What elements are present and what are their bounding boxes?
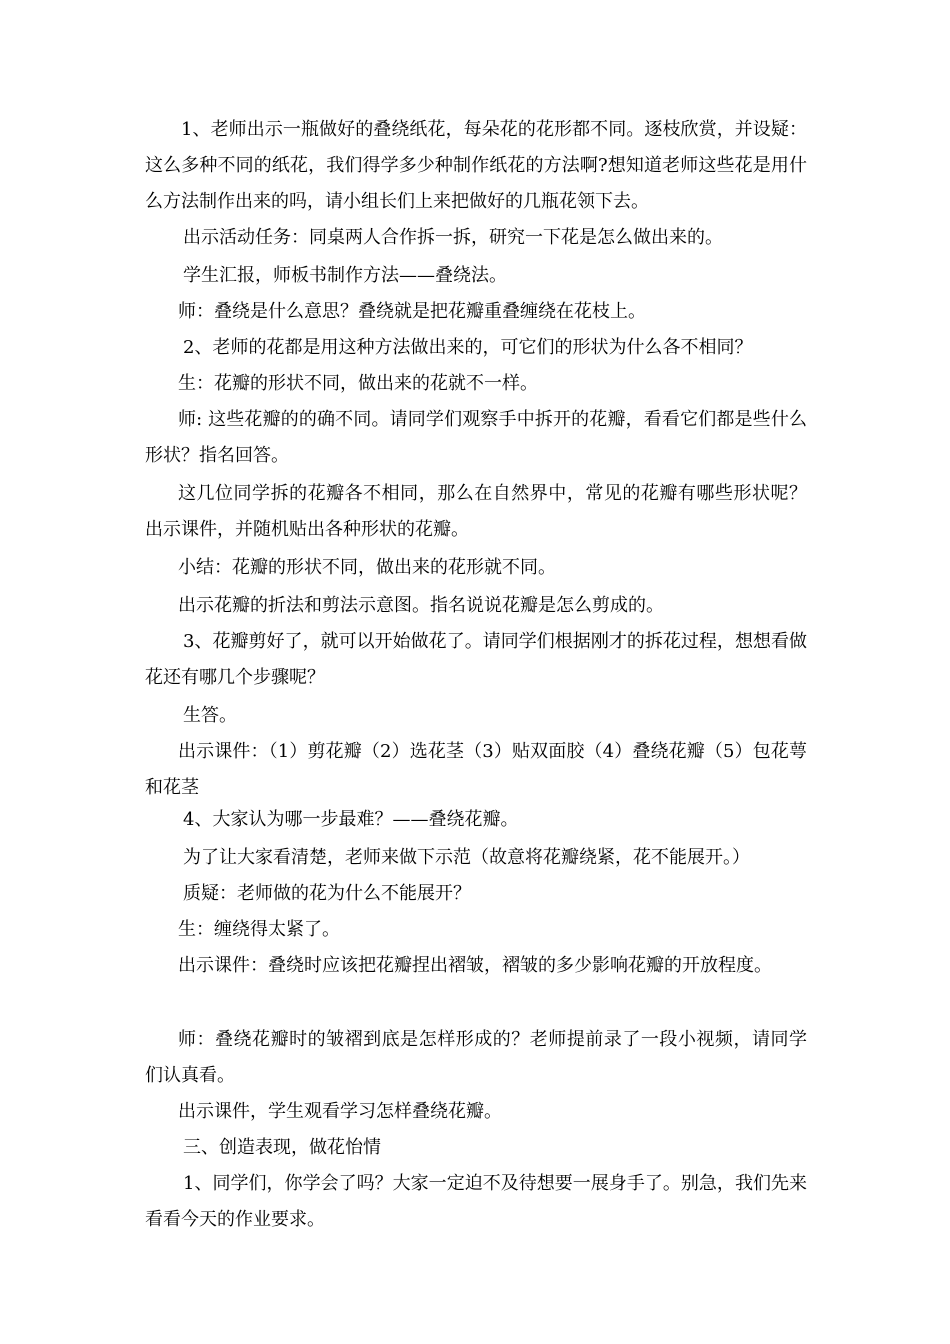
paragraph-4: 师：叠绕是什么意思？叠绕就是把花瓣重叠缠绕在花枝上。 [178,301,646,322]
paragraph-19: 师：叠绕花瓣时的皱褶到底是怎样形成的？老师提前录了一段小视频，请同学们认真看。 [145,1029,807,1086]
paragraph-2: 出示活动任务：同桌两人合作拆一拆，研究一下花是怎么做出来的。 [183,227,723,248]
paragraph-6: 生：花瓣的形状不同，做出来的花就不一样。 [178,373,538,394]
paragraph-9: 小结：花瓣的形状不同，做出来的花形就不同。 [178,557,556,578]
paragraph-10: 出示花瓣的折法和剪法示意图。指名说说花瓣是怎么剪成的。 [178,595,664,616]
paragraph-16: 质疑：老师做的花为什么不能展开？ [183,883,471,904]
paragraph-11: 3、花瓣剪好了，就可以开始做花了。请同学们根据刚才的拆花过程，想想看做花还有哪几个步骤呢？ [145,631,807,688]
paragraph-7: 师: 这些花瓣的的确不同。请同学们观察手中拆开的花瓣，看看它们都是些什么形状？指名回答。 [145,409,807,466]
paragraph-14: 4、大家认为哪一步最难？——叠绕花瓣。 [183,809,519,830]
paragraph-20: 出示课件，学生观看学习怎样叠绕花瓣。 [178,1101,502,1122]
paragraph-18: 出示课件：叠绕时应该把花瓣捏出褶皱，褶皱的多少影响花瓣的开放程度。 [178,955,772,976]
paragraph-5: 2、老师的花都是用这种方法做出来的，可它们的形状为什么各不相同？ [183,337,753,358]
section-heading: 三、创造表现，做花怡情 [183,1137,381,1158]
paragraph-8: 这几位同学拆的花瓣各不相同，那么在自然界中，常见的花瓣有哪些形状呢？出示课件，并随机贴出各种形状的花瓣。 [145,483,807,540]
paragraph-17: 生：缠绕得太紧了。 [178,919,340,940]
paragraph-13: 出示课件：（1）剪花瓣（2）选花茎（3）贴双面胶（4）叠绕花瓣（5）包花萼和花茎 [145,741,807,798]
paragraph-1: 1、老师出示一瓶做好的叠绕纸花，每朵花的花形都不同。逐枝欣赏，并设疑：这么多种不同的纸花，我们得学多少种制作纸花的方法啊?想知道老师这些花是用什么方法制作出来的吗，请小组长们上来把做好的几瓶花领下去。 [145,119,807,212]
paragraph-21: 1、同学们，你学会了吗？大家一定迫不及待想要一展身手了。别急，我们先来看看今天的作业要求。 [145,1173,807,1230]
paragraph-3: 学生汇报，师板书制作方法——叠绕法。 [183,265,507,286]
paragraph-12: 生答。 [183,705,237,726]
paragraph-15: 为了让大家看清楚，老师来做下示范（故意将花瓣绕紧，花不能展开。） [183,847,750,868]
